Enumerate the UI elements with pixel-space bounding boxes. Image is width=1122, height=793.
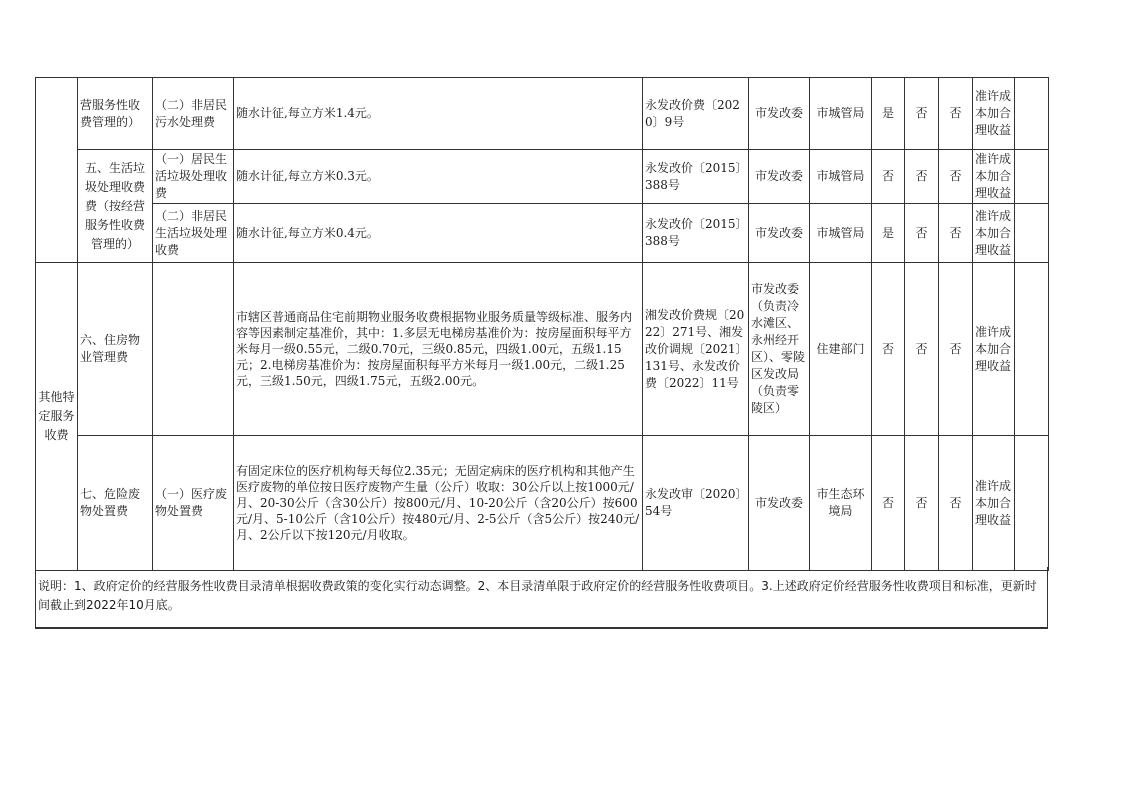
flag-cell-1: 否 <box>872 150 905 204</box>
sub-item-cell: （二）非居民污水处理费 <box>153 78 234 150</box>
sub-item-cell: （一）医疗废物处置费 <box>153 436 234 571</box>
remark-cell <box>1015 150 1049 204</box>
flag-cell-2: 否 <box>905 78 939 150</box>
flag-cell-2: 否 <box>905 436 939 571</box>
basis-cell: 永发改价费〔2020〕9号 <box>643 78 749 150</box>
fee-catalog-table <box>35 77 1049 571</box>
sub-item-cell: （二）非居民生活垃圾处理收费 <box>153 204 234 263</box>
remark-cell <box>1015 78 1049 150</box>
basis-cell: 永发改价〔2015〕388号 <box>643 204 749 263</box>
flag-cell-3: 否 <box>939 263 973 436</box>
table-row <box>36 150 1049 204</box>
remark-cell <box>1015 263 1049 436</box>
flag-cell-1: 是 <box>872 78 905 150</box>
collect-dept-cell: 市生态环境局 <box>810 436 872 571</box>
category-other-cell: 其他特定服务收费 <box>36 263 78 571</box>
flag-cell-1: 否 <box>872 263 905 436</box>
remark-cell <box>1015 204 1049 263</box>
category-cell-empty <box>36 78 78 263</box>
flag-cell-2: 否 <box>905 263 939 436</box>
pricing-nature-cell: 准许成本加合理收益 <box>973 204 1015 263</box>
standard-cell: 有固定床位的医疗机构每天每位2.35元；无固定病床的医疗机构和其他产生医疗废物的单位按日医疗废物产生量（公斤）收取：30公斤以上按1000元/月、20-30公斤（含30公斤）按800元/月、10-20公斤（含20公斤）按600元/月、5-10公斤（含10公斤）按480元/月、2-5公斤（含5公斤）按240元/月、2公斤以下按120元/月收取。 <box>234 436 643 571</box>
table-row <box>36 263 1049 436</box>
collect-dept-cell: 住建部门 <box>810 263 872 436</box>
basis-cell: 永发改审〔2020〕54号 <box>643 436 749 571</box>
flag-cell-1: 否 <box>872 436 905 571</box>
pricing-dept-cell: 市发改委 <box>749 150 810 204</box>
standard-cell: 随水计征,每立方米0.4元。 <box>234 204 643 263</box>
flag-cell-3: 否 <box>939 150 973 204</box>
table-row <box>36 436 1049 571</box>
item-name-cell: 五、生活垃圾处理收费费（按经营服务性收费管理的） <box>78 150 153 263</box>
collect-dept-cell: 市城管局 <box>810 204 872 263</box>
pricing-dept-cell: 市发改委 <box>749 204 810 263</box>
item-name-cell: 七、危险废物处置费 <box>78 436 153 571</box>
table-row <box>36 78 1049 150</box>
flag-cell-3: 否 <box>939 436 973 571</box>
standard-cell: 随水计征,每立方米0.3元。 <box>234 150 643 204</box>
basis-cell: 湘发改价费规〔2022〕271号、湘发改价调规〔2021〕131号、永发改价费〔2022〕11号 <box>643 263 749 436</box>
collect-dept-cell: 市城管局 <box>810 150 872 204</box>
basis-cell: 永发改价〔2015〕388号 <box>643 150 749 204</box>
flag-cell-3: 否 <box>939 204 973 263</box>
pricing-dept-cell: 市发改委 <box>749 78 810 150</box>
footnote: 说明：1、政府定价的经营服务性收费目录清单根据收费政策的变化实行动态调整。2、本目录清单限于政府定价的经营服务性收费项目。3.上述政府定价经营服务性收费项目和标准，更新时间截止到2022年10月底。 <box>35 567 1048 629</box>
standard-cell: 随水计征,每立方米1.4元。 <box>234 78 643 150</box>
pricing-nature-cell: 准许成本加合理收益 <box>973 263 1015 436</box>
sub-item-cell <box>153 263 234 436</box>
flag-cell-1: 是 <box>872 204 905 263</box>
item-name-cell: 营服务性收费管理的） <box>78 78 153 150</box>
remark-cell <box>1015 436 1049 571</box>
pricing-nature-cell: 准许成本加合理收益 <box>973 150 1015 204</box>
collect-dept-cell: 市城管局 <box>810 78 872 150</box>
pricing-dept-cell: 市发改委（负责冷水滩区、永州经开区）、零陵区发改局（负责零陵区） <box>749 263 810 436</box>
flag-cell-2: 否 <box>905 150 939 204</box>
standard-cell: 市辖区普通商品住宅前期物业服务收费根据物业服务质量等级标准、服务内容等因素制定基准价，其中：1.多层无电梯房基准价为：按房屋面积每平方米每月一级0.55元，二级0.70元，三级0.85元，四级1.00元，五级1.15元；2.电梯房基准价为：按房屋面积每平方米每月一级1.00元，二级1.25元，三级1.50元，四级1.75元，五级2.00元。 <box>234 263 643 436</box>
item-name-cell: 六、住房物业管理费 <box>78 263 153 436</box>
table-row <box>36 204 1049 263</box>
flag-cell-3: 否 <box>939 78 973 150</box>
flag-cell-2: 否 <box>905 204 939 263</box>
pricing-dept-cell: 市发改委 <box>749 436 810 571</box>
pricing-nature-cell: 准许成本加合理收益 <box>973 78 1015 150</box>
sub-item-cell: （一）居民生活垃圾处理收费 <box>153 150 234 204</box>
pricing-nature-cell: 准许成本加合理收益 <box>973 436 1015 571</box>
